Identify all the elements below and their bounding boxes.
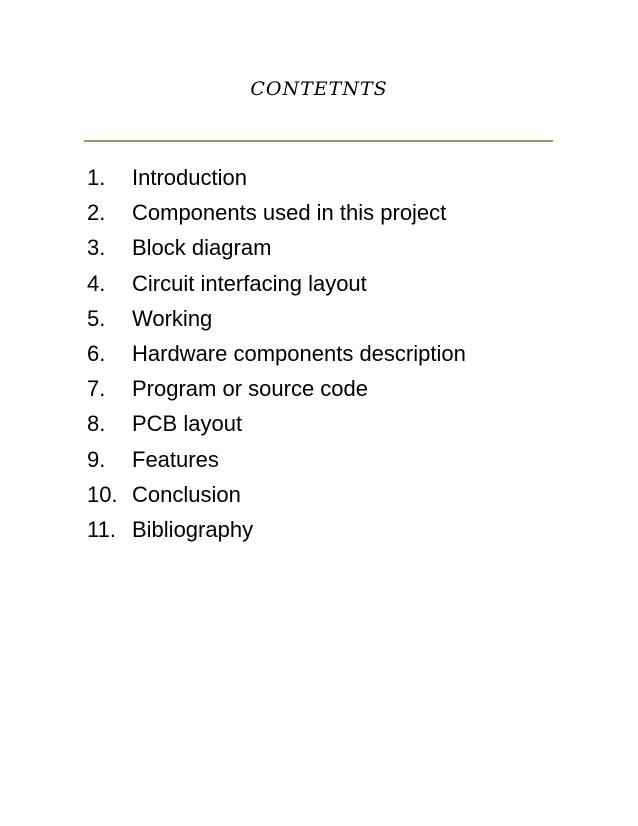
toc-item-number: 8.: [87, 411, 106, 437]
toc-item-number: 2.: [87, 200, 106, 226]
toc-item-text: Working: [132, 305, 213, 331]
toc-item: [87, 515, 466, 550]
toc-item-number: 4.: [87, 270, 106, 296]
toc-item-text: Circuit interfacing layout: [132, 270, 367, 296]
table-of-contents: [87, 163, 466, 550]
toc-item: [87, 409, 466, 444]
toc-item: [87, 304, 466, 339]
toc-item-text: Hardware components description: [132, 340, 466, 366]
toc-item-text: Bibliography: [132, 516, 254, 542]
toc-item-number: 7.: [87, 376, 106, 402]
toc-item: [87, 480, 466, 515]
toc-item-text: Introduction: [132, 165, 247, 190]
toc-item-text: Components used in this project: [132, 200, 447, 226]
toc-item: [87, 445, 466, 480]
toc-item-number: 5.: [87, 305, 106, 331]
toc-item-number: 10.: [87, 481, 118, 507]
toc-item: [87, 163, 466, 198]
toc-item: [87, 269, 466, 304]
toc-item-number: 9.: [87, 446, 106, 472]
toc-item-text: Program or source code: [132, 376, 368, 402]
toc-item-number: 11.: [87, 516, 116, 542]
toc-item: [87, 339, 466, 374]
toc-item: [87, 233, 466, 268]
toc-item-text: Features: [132, 446, 219, 472]
toc-item-number: 6.: [87, 340, 106, 366]
toc-item-number: 3.: [87, 235, 106, 261]
toc-item-text: Conclusion: [132, 481, 241, 507]
toc-item: [87, 374, 466, 409]
toc-item-number: 1.: [87, 165, 106, 190]
contents-title: CONTETNTS: [250, 78, 388, 100]
title-divider: [84, 140, 553, 142]
toc-item-text: Block diagram: [132, 235, 272, 261]
toc-item: [87, 198, 466, 233]
toc-item-text: PCB layout: [132, 411, 243, 437]
